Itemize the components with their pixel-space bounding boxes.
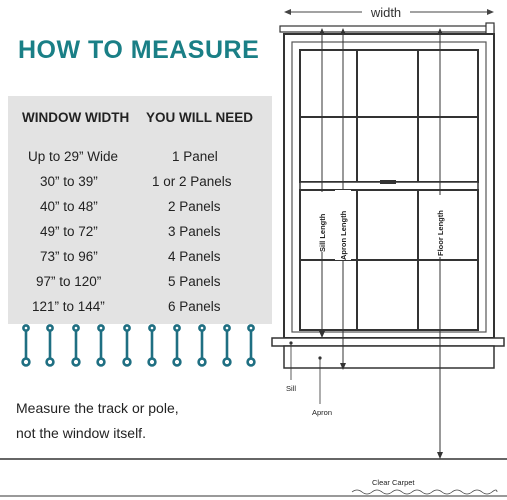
panels-cell: 3 Panels bbox=[168, 224, 221, 239]
panels-cell: 1 Panel bbox=[172, 149, 218, 164]
note-line-1: Measure the track or pole, bbox=[16, 400, 179, 416]
apron-callout-dot bbox=[318, 356, 321, 359]
you-will-need-header: YOU WILL NEED bbox=[146, 110, 254, 125]
curtain-rod bbox=[280, 26, 494, 32]
panels-cell: 5 Panels bbox=[168, 274, 221, 289]
window-sill bbox=[272, 338, 504, 346]
panels-cell: 2 Panels bbox=[168, 199, 221, 214]
width-cell: Up to 29” Wide bbox=[28, 149, 119, 164]
sill-callout-dot bbox=[289, 341, 292, 344]
panels-cell: 4 Panels bbox=[168, 249, 221, 264]
width-cell: 30” to 39” bbox=[40, 174, 98, 189]
width-label: width bbox=[370, 5, 402, 20]
clear-carpet-label: Clear Carpet bbox=[372, 478, 415, 487]
width-arrow-left bbox=[284, 9, 291, 15]
sill-length-label: Sill Length bbox=[318, 213, 327, 252]
width-cell: 49” to 72” bbox=[40, 224, 98, 239]
panels-cell: 1 or 2 Panels bbox=[152, 174, 232, 189]
carpet-line bbox=[352, 490, 497, 494]
width-cell: 40” to 48” bbox=[40, 199, 98, 214]
width-cell: 121” to 144” bbox=[32, 299, 105, 314]
width-cell: 73” to 96” bbox=[40, 249, 98, 264]
apron-length-label: Apron Length bbox=[339, 210, 348, 260]
width-cell: 97” to 120” bbox=[36, 274, 102, 289]
window-apron bbox=[284, 346, 494, 368]
panels-cell: 6 Panels bbox=[168, 299, 221, 314]
page-title: HOW TO MEASURE bbox=[18, 36, 260, 64]
floor-arrow-bottom bbox=[437, 452, 443, 459]
window-width-header: WINDOW WIDTH bbox=[22, 110, 130, 125]
width-arrow-right bbox=[487, 9, 494, 15]
sash-lock bbox=[380, 180, 396, 184]
floor-length-label: Floor Length bbox=[436, 210, 445, 256]
apron-label: Apron bbox=[312, 408, 333, 417]
sill-label: Sill bbox=[286, 384, 297, 393]
note-line-2: not the window itself. bbox=[16, 425, 146, 441]
